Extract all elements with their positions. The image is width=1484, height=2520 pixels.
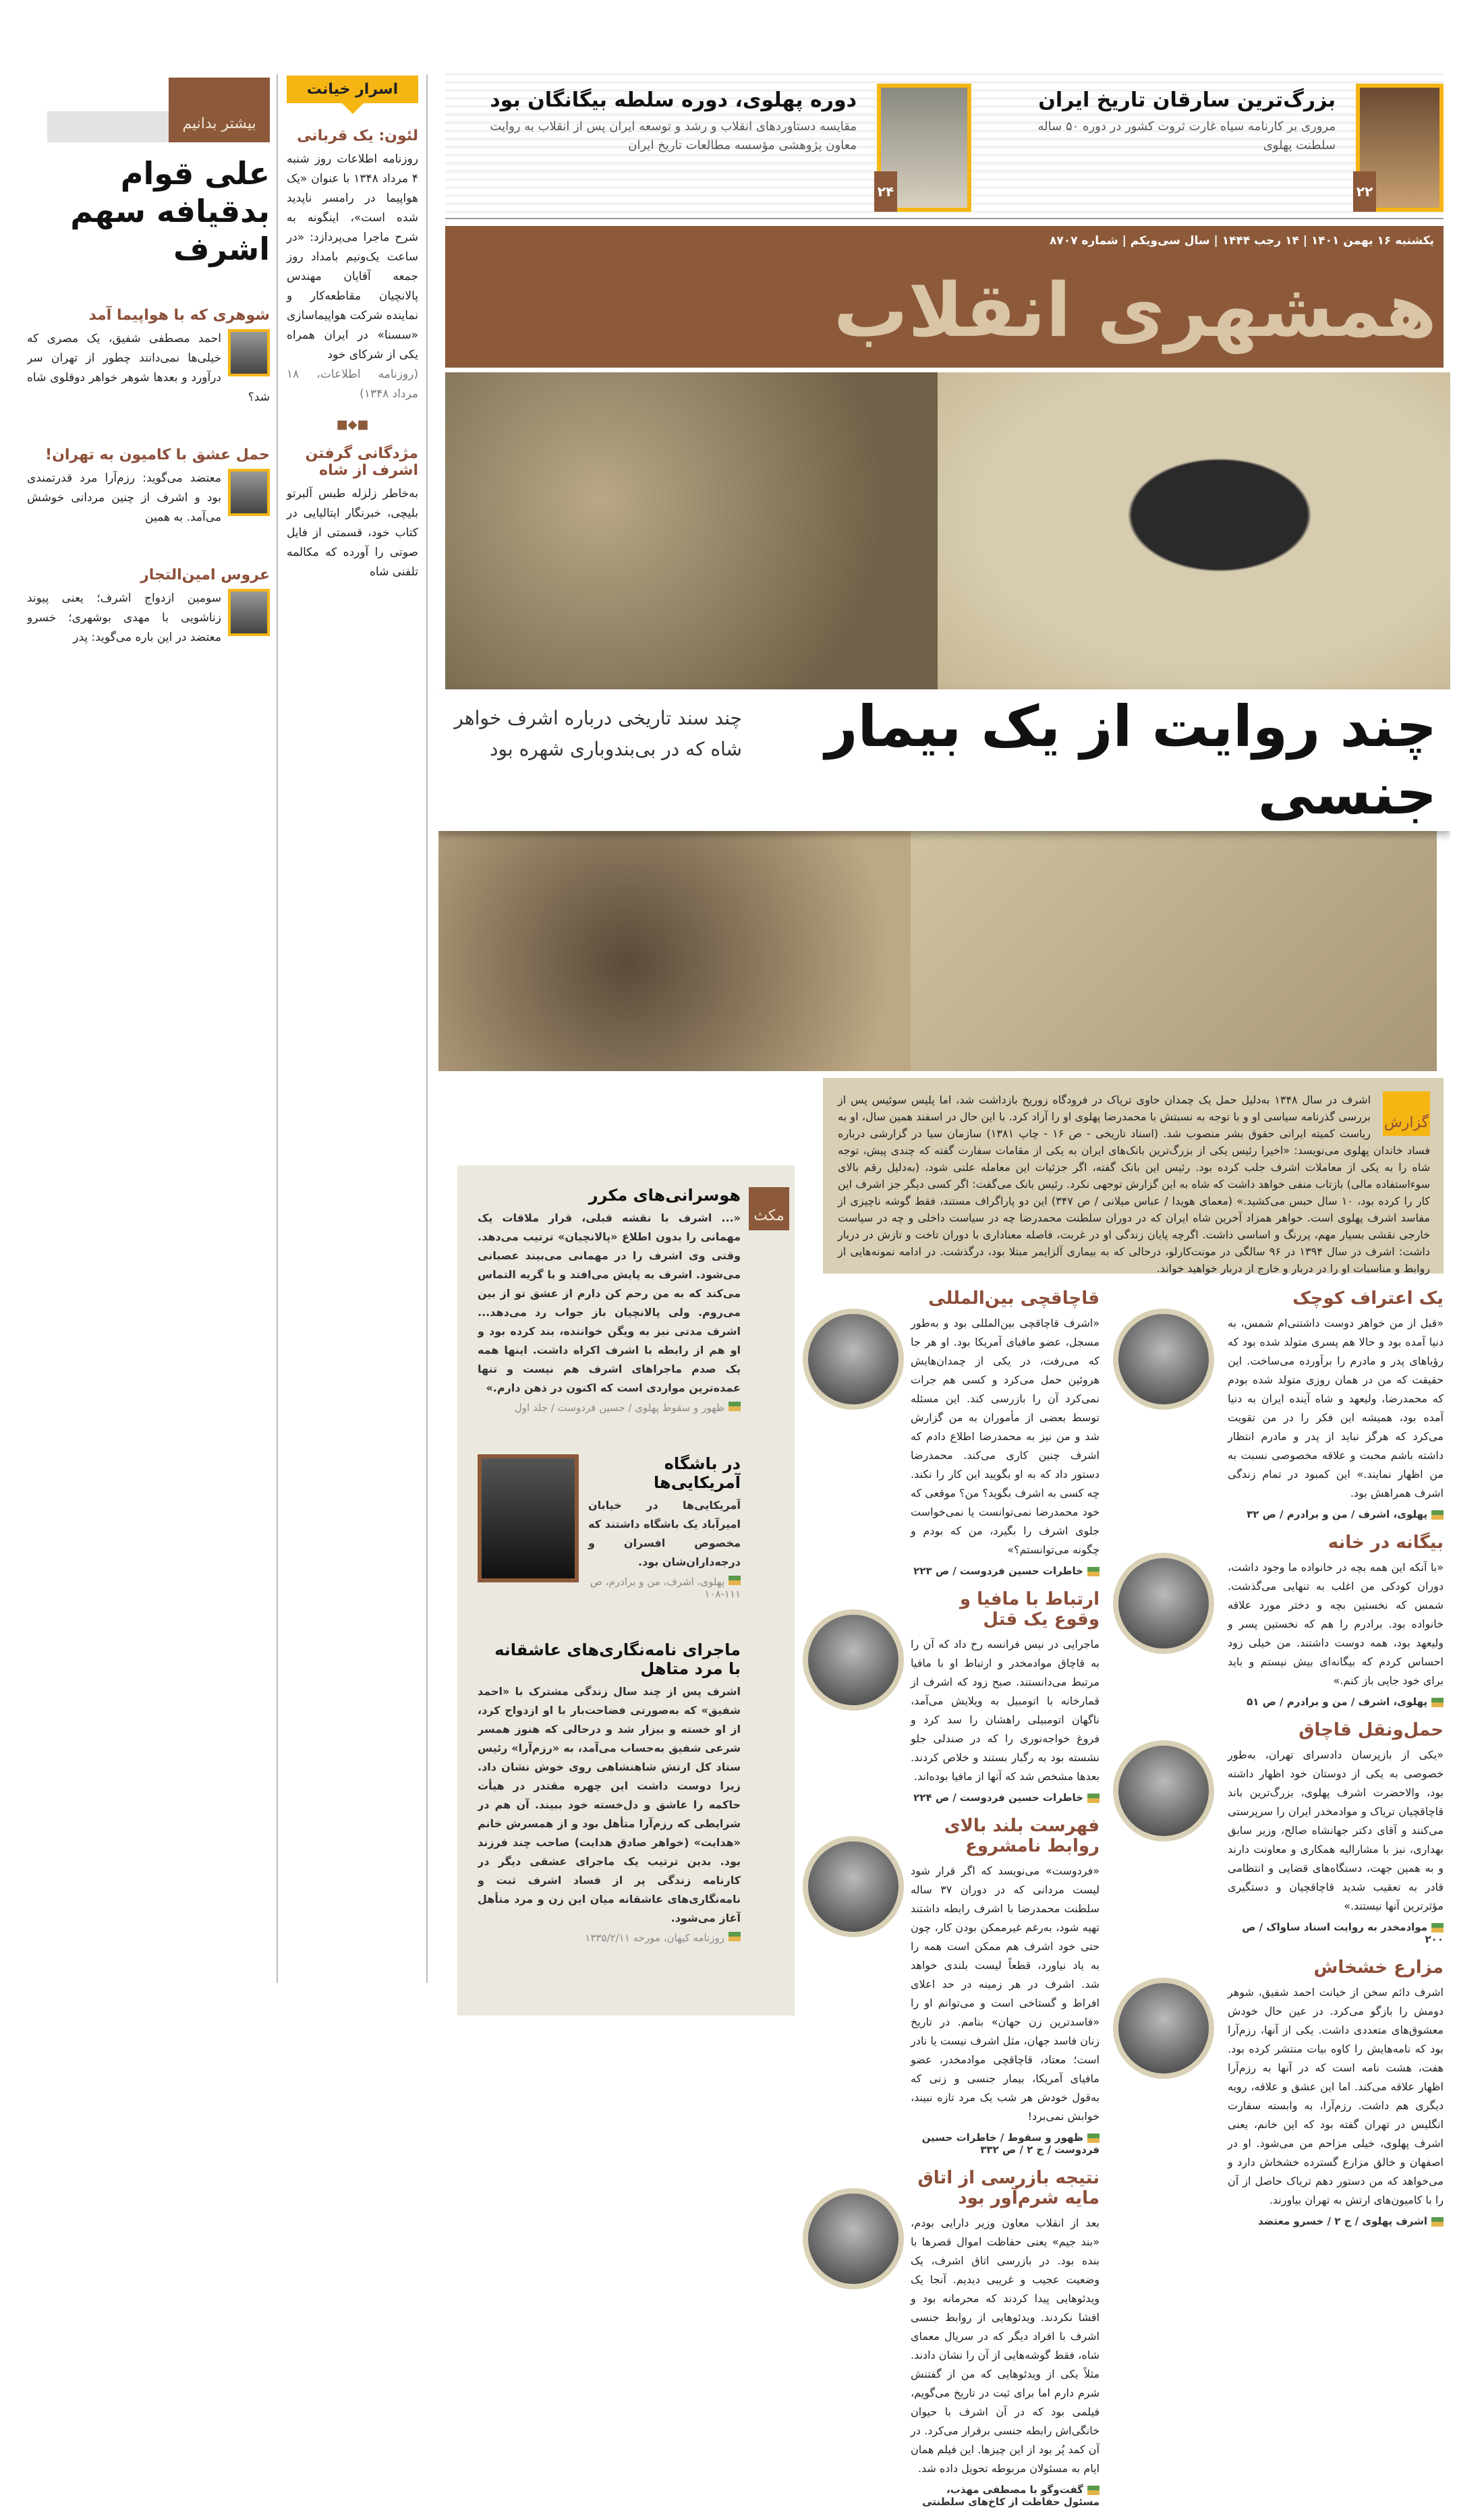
story — [1113, 1957, 1444, 2227]
portrait-thumbnail — [228, 469, 270, 516]
pause-item-text: «... اشرف با نقشه قبلی، قرار ملاقات یک مهمانی را بدون اطلاع «پالانچیان» ترتیب می‌دهد. وقتی وی اشرف را در مهمانی می‌بیند عصبانی می‌شود. اشرف به پایش می‌افتد و با گریه التماس می‌کند که به من رحم کن دارم از عشق تو از بین می‌روم. ولی پالانچیان باز جواب رد می‌دهد... اشرف مدتی نیز به ویگن خواننده، بند کرده بود و او هم از رابطه با اشرف اکراه داشت. اینها همه یک صدم ماجراهای اشرف هم نیست و تنها عمده‌ترین مواردی است که اکنون در ذهن دارم.» — [478, 1211, 741, 1394]
source — [1113, 1508, 1444, 1520]
subsection-title: مژدگانی گرفتن اشرف از شاه — [305, 445, 418, 479]
teaser-1[interactable] — [998, 77, 1444, 200]
source-text: خاطرات حسین فردوست / ص ۲۲۴ — [913, 1792, 1083, 1804]
story-text: «اشرف قاچاقچی بین‌المللی بود و به‌طور مسجل، عضو مافیای آمریکا بود. او هر جا که می‌رفت، در یکی از چمدان‌هایش هروئین حمل می‌کرد و کسی هم جرات نمی‌کرد آن را بازرسی کند. این مسئله توسط بعضی از مأموران به من گزارش شد و من نیز به محمدرضا اطلاع دادم که اشرف چنین کاری می‌کند. محمدرضا دستور داد که به او بگویید این کار را نکند. چه کسی به اشرف بگوید؟ من؟ موقعی که خود محمدرضا نمی‌توانست یا نمی‌خواست جلوی اشرف را بگیرد، من که بودم و چگونه می‌توانستم؟» — [911, 1317, 1100, 1556]
portrait-photo — [938, 372, 1450, 689]
story-photo — [1113, 1553, 1214, 1654]
book-icon — [1431, 1698, 1444, 1707]
pause-item — [478, 1186, 741, 1414]
story — [809, 2168, 1100, 2508]
pause-item-text: اشرف پس از چند سال زندگی مشترک با «احمد شفیق» که به‌صورتی فضاحت‌بار با او ازدواج کرد، از او خسته و بیزار شد و درحالی که هنوز همسر شرعی شفیق به‌حساب می‌آمد، به «رزم‌آرا» رئیس ستاد کل ارتش شاهنشاهی روی خوش نشان داد. زیرا دوست داشت این چهره مقتدر در هیأت حاکمه را عاشق و دل‌خسته خود ببیند. آن هم در شرایطی که رزم‌آرا متأهل بود و از همسرش خانم «هدایت» (خواهر صادق هدایت) صاحب چند فرزند بود. بدین ترتیب یک ماجرای عشقی دیگر در کارنامه زندگی پر از فساد اشرف ثبت و نامه‌نگاری‌های عاشقانه میان این زن و مرد متأهل آغاز می‌شود. — [478, 1685, 741, 1924]
subsection — [27, 295, 270, 407]
subsection-text: احمد مصطفی شفیق، یک مصری که خیلی‌ها نمی‌دانند چطور از تهران سر درآورد و بعدها شوهر خواهر دوقلوی شاه شد؟ — [27, 332, 270, 404]
tag-pointer — [342, 103, 364, 114]
main-subtitle: چند سند تاریخی درباره اشرف خواهر شاه که در بی‌بندوباری شهره بود — [454, 707, 742, 760]
teaser-subtitle: مقایسه دستاوردهای انقلاب و رشد و توسعه ایران پس از انقلاب به روایت معاون پژوهشی مؤسسه مطالعات تاریخ ایران — [490, 119, 857, 152]
dateline: یکشنبه ۱۶ بهمن ۱۴۰۱ | ۱۴ رجب ۱۴۴۴ | سال سی‌ویکم | شماره ۸۷۰۷ — [1049, 234, 1434, 248]
source-text: ظهور و سقوط / خاطرات حسین فردوست / ج ۲ / ص ۳۳۲ — [921, 2131, 1100, 2156]
story-title: مزارع خشخاش — [1313, 1957, 1444, 1978]
stories-right-column — [1113, 1288, 1444, 2239]
story — [1113, 1288, 1444, 1520]
story-text: «قبل از من خواهر دوست داشتنی‌ام شمس، به دنیا آمده بود و حالا هم پسری متولد شده بود که رؤیاهای پدر و مادرم را برآورده می‌ساخت. این حقیقت که من در همان روزی متولد شده بودم که محمدرضا، ولیعهد و شاه آینده ایران به دنیا آمده بود، همیشه این فکر را در من تقویت می‌کرد که هرگز نباید از پدر و مادرم انتظار داشته باشم محبت و علاقه مخصوصی نسبت به من اظهار نمایند.» این کمبود در تمام زندگی اشرف همراهش بود. — [1228, 1317, 1444, 1499]
column-divider — [426, 74, 428, 1983]
story-text: «یکی از بازپرسان دادسرای تهران، به‌طور خصوصی به یکی از دوستان خود اظهار داشته بود، والاحضرت اشرف پهلوی، بزرگ‌ترین باند قاچاقچیان تریاک و موادمخدر ایران را سرپرستی می‌کنند و آقای دکتر جهانشاه صالح، وزیر سابق بهداری، نیز با مشارالیه همکاری و معاونت دارند و به همین جهت، دستگاه‌های قضایی و انتظامی قادر به تعقیب شدید قاچاقچیان و دستگیری مؤثرترین آنها نیستند.» — [1228, 1748, 1444, 1912]
story-title: نتیجه بازرسی از اتاق مایه شرم‌آور بود — [917, 2168, 1100, 2208]
story-photo — [803, 2188, 904, 2289]
portrait-dress-photo — [911, 831, 1437, 1071]
story — [809, 1816, 1100, 2156]
portrait-thumbnail — [228, 589, 270, 636]
story-photo — [803, 1309, 904, 1410]
source — [1113, 1696, 1444, 1708]
secrets-column — [287, 76, 418, 582]
subsection-text: سومین ازدواج اشرف؛ یعنی پیوند زناشویی با مهدی بوشهری؛ خسرو معتضد در این باره می‌گوید: پدر — [27, 592, 221, 644]
book-icon — [1431, 2217, 1444, 2227]
teaser-title: دوره پهلوی، دوره سلطه بیگانگان بود — [490, 88, 857, 112]
book-icon — [729, 1576, 741, 1585]
book-icon — [729, 1402, 741, 1411]
story — [1113, 1533, 1444, 1708]
page-number: ۲۴ — [874, 171, 897, 212]
source — [478, 1932, 741, 1944]
story — [809, 1288, 1100, 1577]
book-icon — [1087, 2134, 1100, 2143]
stories-left-column — [809, 1288, 1100, 2520]
section-tag: بیشتر بدانیم — [169, 78, 270, 142]
teaser-title: بزرگ‌ترین سارقان تاریخ ایران — [1038, 88, 1336, 112]
source-text: پهلوی، اشرف، من و برادرم، ص ۱۱۱-۱۰۸ — [590, 1576, 741, 1600]
story-photo — [803, 1836, 904, 1937]
source-text: ظهور و سقوط پهلوی / حسین فردوست / جلد اول — [514, 1402, 724, 1414]
story-photo — [1113, 1740, 1214, 1841]
subsection-title: حمل عشق با کامیون به تهران! — [45, 447, 270, 463]
teaser-subtitle: مروری بر کارنامه سیاه غارت ثروت کشور در دوره ۵۰ ساله سلطنت پهلوی — [1037, 119, 1336, 152]
story-title: یک اعتراف کوچک — [1292, 1288, 1444, 1309]
teaser-2[interactable] — [459, 77, 971, 200]
teaser-strip — [445, 67, 1444, 219]
source — [809, 1565, 1100, 1577]
secrets-tag: اسرار خیانت — [287, 76, 418, 103]
book-icon — [1087, 1794, 1100, 1803]
hero-image — [438, 372, 1450, 1071]
source — [1113, 2215, 1444, 2227]
story-text: اشرف دائم سخن از خیانت احمد شفیق، شوهر دومش را بازگو می‌کرد. در عین حال خودش معشوق‌های متعددی داشت. یکی از آنها، رزم‌آرا بود که نامه‌هایش را کاوه بیات منتشر کرده بود. هفت، هشت نامه است که در آنها به رزم‌آرا اظهار علاقه می‌کند. اما این عشق و علاقه، رویه دیگری هم داشت. رزم‌آرا، به وابسته سفارت انگلیس در تهران گفته بود که این خانم، یعنی اشرف پهلوی، خیلی مزاحم من می‌شود. او در اصفهان و خالق مزارع گسترده خشخاش دارد و می‌خواهد که من دستور دهم تریاک حاصل از آن را با کامیون‌های ارتش به تهران بیاورند. — [1228, 1986, 1444, 2206]
report-text: اشرف در سال ۱۳۴۸ به‌دلیل حمل یک چمدان حاوی تریاک در فرودگاه زوریخ بازداشت شد، اما پلیس سوئیس پس از بررسی گذرنامه سیاسی او و با توجه به نسبتش با محمدرضا پهلوی او را آزاد کرد. با این حال در اسفند همین سال، او به ریاست کمیته ایرانی حقوق بشر منصوب شد. (اسناد تاریخی - ص ۱۶ - چاپ ۱۳۸۱) سازمان سیا در گزارشی درباره فساد خاندان پهلوی می‌نویسد: «اخیرا رئیس یکی از بزرگ‌ترین بانک‌های ایران به یکی از مقامات سفارت گفته که چندی پیش، توجه شاه را به یکی از معاملات اشرف جلب کرده بود. رئیس این بانک گفته، اگر جزئیات این معامله علنی شود، (به‌دلیل رقم بالای سوءاستفاده مالی) بازتاب منفی خواهد داشت که شاه به این گزارش توجهی نکرد. رئیس بانک می‌گفت: اگر کسی دیگر جز اشرف این کار را کرده بود، ۱۰ سال حبس می‌کشید.» (معمای هویدا / عباس میلانی / ص ۳۴۷) این دو پاراگراف مستند، فقط گوشه ناچیزی از مفاسد اشرف پهلوی است. خواهر همزاد آخرین شاه ایران که در دوران سلطنت محمدرضا چه در سیاست داخلی و چه در سیاست خارجی نقشی بسیار مهم، پررنگ و اساسی داشت. اگرچه پایان زندگی او در غربت، فاصله معناداری با دوران تاخت و تازش در دربار داشت: اشرف در سال ۱۳۹۴ در ۹۶ سالگی در مونت‌کارلو، درحالی که به بیماری آلزایمر مبتلا بود، درگذشت. در ادامه نمونه‌هایی از روابط و مناسبات او را در دربار و خارج از دربار خواهید خواند. — [838, 1093, 1431, 1275]
source — [809, 2484, 1100, 2508]
subsection-text: روزنامه اطلاعات روز شنبه ۴ مرداد ۱۳۴۸ با عنوان «یک هواپیما در رامسر ناپدید شده است»، اینگونه به شرح ماجرا می‌پردازد: «در ساعت یک‌ونیم بامداد روز جمعه آقایان مهندس پالانچیان مقاطعه‌کار و نماینده شرکت هواپیماسازی «سسنا» در ایران همراه یکی از شرکای خود — [287, 152, 418, 362]
book-icon — [1087, 2486, 1100, 2495]
subsection-title: عروس امین‌التجار — [140, 567, 270, 583]
source-text: روزنامه کیهان، مورخه ۱۳۳۵/۲/۱۱ — [585, 1932, 724, 1944]
pause-item-title: در باشگاه آمریکایی‌ها — [654, 1454, 741, 1492]
pause-tag: مکث — [749, 1187, 789, 1230]
subsection-title: لئون: یک قربانی — [297, 127, 418, 144]
pause-item-text: آمریکایی‌ها در خیابان امیرآباد یک باشگاه داشتند که مخصوص افسران و درجه‌داران‌شان بود. — [588, 1499, 741, 1568]
masthead — [445, 226, 1444, 368]
story-text: بعد از انقلاب معاون وزیر دارایی بودم، «بند جیم» یعنی حفاظت اموال قصرها با بنده بود. در بازرسی اتاق اشرف، یک وضعیت عجیب و غریبی دیدیم. آنجا یک ویدئوهایی پیدا کردند که محرمانه بود و افشا نکردند. ویدئوهایی از روابط جنسی اشرف با افراد دیگر که در سریال معمای شاه، فقط گوشه‌هایی از آن را نشان دادند. مثلاً یکی از ویدئوهایی که من از گفتنش شرم دارم اما برای ثبت در تاریخ می‌گویم، فیلمی بود که در آن اشرف با حیوان خانگی‌اش رابطه جنسی برقرار می‌کرد. در آن کمد پُر بود از این چیزها. این فیلم همان ایام به مسئولان مربوطه تحویل داده شد. — [911, 2216, 1100, 2475]
report-tag: گزارش — [1383, 1091, 1430, 1136]
column-divider — [277, 74, 278, 1983]
source-text: خاطرات حسین فردوست / ص ۲۲۳ — [913, 1565, 1083, 1577]
story-title: قاچاقچی بین‌المللی — [928, 1288, 1100, 1309]
subsection — [287, 127, 418, 404]
subsection — [27, 434, 270, 527]
pause-item-title: هوسرانی‌های مکرر — [588, 1186, 741, 1205]
pause-box — [457, 1166, 795, 2015]
story — [809, 1589, 1100, 1804]
smoking-photo — [478, 1454, 579, 1582]
story-text: «با آنکه این همه بچه در خانواده ما وجود داشت، دوران کودکی من اغلب به تنهایی می‌گذشت. شمس که نخستین بچه و دختر مورد علاقه خانواده بود. برادرم را هم که نخستین پسر و ولیعهد بود، همه دوست داشتند. من خیلی زود احساس کردم که بیگانه‌ای بیش نیستم و باید برای خود جایی باز کنم.» — [1228, 1561, 1444, 1687]
source — [809, 2131, 1100, 2156]
source — [809, 1792, 1100, 1804]
book-icon — [1431, 1510, 1444, 1520]
book-icon — [1087, 1567, 1100, 1576]
subsection — [287, 445, 418, 582]
ornament-divider: ■◆■ — [336, 418, 369, 432]
portrait-thumbnail — [228, 329, 270, 376]
subsection-text: به‌خاطر زلزله طبس آلبرتو بلیچی، خبرنگار ایتالیایی در کتاب خود، قسمتی از فایل صوتی را آورده که مکالمه تلفنی شاه — [287, 487, 418, 579]
story-title: فهرست بلند بالای روابط نامشروع — [944, 1816, 1100, 1856]
story-photo — [1113, 1309, 1214, 1410]
main-headline: چند روایت از یک بیمار جنسی — [825, 693, 1437, 827]
report-box — [823, 1078, 1444, 1273]
source — [1113, 1921, 1444, 1945]
source — [478, 1402, 741, 1414]
tag-bar — [47, 111, 169, 142]
subsection — [27, 554, 270, 648]
masthead-logo: همشهری انقلاب — [833, 267, 1437, 353]
addict-photo — [438, 831, 978, 1071]
source-text: پهلوی، اشرف / من و برادرم / ص ۳۲ — [1247, 1508, 1427, 1520]
source-text: اشرف پهلوی / ج ۲ / خسرو معتضد — [1258, 2215, 1427, 2227]
story-title: حمل‌ونقل قاچاق — [1298, 1720, 1444, 1740]
page-number: ۲۲ — [1353, 171, 1376, 212]
source-text: پهلوی، اشرف / من و برادرم / ص ۵۱ — [1247, 1696, 1427, 1708]
book-icon — [729, 1932, 741, 1941]
source: (روزنامه اطلاعات، ۱۸ مرداد ۱۳۴۸) — [287, 368, 418, 401]
pause-item — [478, 1454, 741, 1600]
poppy-field-photo — [445, 372, 958, 689]
pause-item — [478, 1640, 741, 1944]
section-tag-wrap — [27, 78, 270, 145]
more-to-know-column — [27, 78, 270, 648]
story-text: ماجرایی در نیس فرانسه رخ داد که آن را به قاچاق موادمخدر و ارتباط او با مافیا مرتبط می‌دانستند. صبح زود که اشرف از قمارخانه با اتومبیل به ویلایش می‌آمد، ناگهان اتومبیلی راهشان را سد کرد و فروغ خواجه‌نوری را که در صندلی جلو نشسته بود به رگبار بستند و خلاص کردند. بعدها مشخص شد که آنها از مافیا بوده‌اند. — [911, 1638, 1100, 1783]
story-title: بیگانه در خانه — [1328, 1533, 1444, 1553]
subsection-text: معتضد می‌گوید: رزم‌آرا مرد قدرتمندی بود و اشرف از چنین مردانی خوشش می‌آمد. به همین — [27, 471, 221, 524]
article-title: علی قوام بدقیافه سهم اشرف — [70, 155, 270, 267]
story-text: «فردوست» می‌نویسد که اگر قرار شود لیست مردانی که در دوران ۳۷ ساله سلطنت محمدرضا با اشرف رابطه داشتند تهیه شود، به‌رغم غیرممکن بودن کار، چون حتی خود اشرف هم ممکن است همه را به یاد نیاورد، قطعاً لیست بلندی خواهد شد. اشرف در هر زمینه در حد اعلای افراط و گستاخی است و می‌توانم او را «فاسدترین زن جهان» بنامم. در تاریخ زنان فاسد جهان، مثل اشرف نیست یا نادر است؛ معتاد، قاچاقچی موادمخدر، عضو مافیای آمریکا، بیمار جنسی و زنی که به‌قول خودش هر شب یک مرد تازه نبیند، خوابش نمی‌برد! — [911, 1864, 1100, 2123]
book-icon — [1431, 1923, 1444, 1932]
story-photo — [1113, 1978, 1214, 2079]
source-text: گفت‌وگو با مصطفی مهذب، مسئول حفاظت از کاخ‌های سلطنتی — [922, 2484, 1100, 2508]
story-title: ارتباط با مافیا و وقوع یک قتل — [959, 1589, 1100, 1630]
source-text: موادمخدر به روایت اسناد ساواک / ص ۲۰۰ — [1242, 1921, 1444, 1945]
story-photo — [803, 1609, 904, 1711]
pause-item-title: ماجرای نامه‌نگاری‌های عاشقانه با مرد متاهل — [494, 1640, 741, 1678]
subsection-title: شوهری که با هواپیما آمد — [88, 307, 270, 324]
story — [1113, 1720, 1444, 1945]
